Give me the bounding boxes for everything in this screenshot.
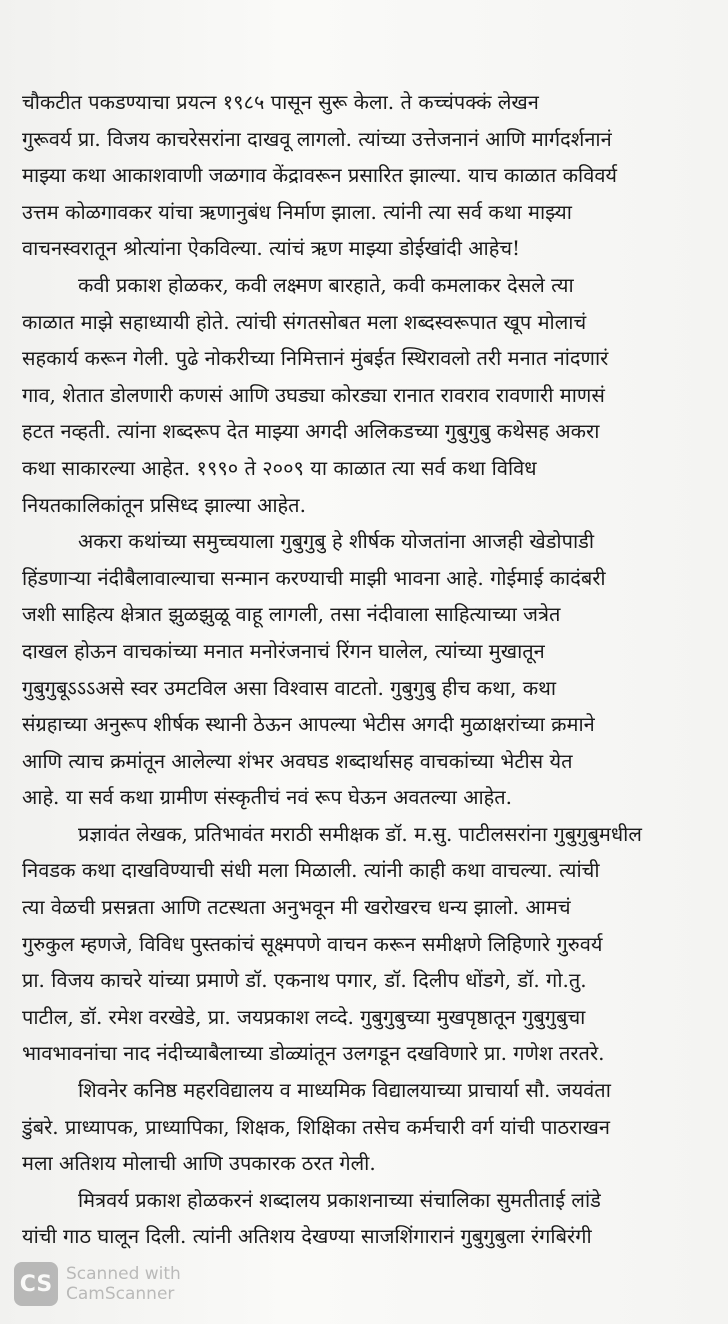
text-line: डुंबरे. प्राध्यापक, प्राध्यापिका, शिक्षक, शिक्षिका तसेच कर्मचारी वर्ग यांची पाठराखन	[22, 1114, 610, 1139]
text-line: माझ्या कथा आकाशवाणी जळगाव केंद्रावरून प्रसारित झाल्या. याच काळात कविवर्य	[22, 163, 618, 188]
text-line: गाव, शेतात डोलणारी कणसं आणि उघड्या कोरड्या रानात रावराव रावणारी माणसं	[22, 382, 605, 407]
text-line: सहकार्य करून गेली. पुढे नोकरीच्या निमित्तानं मुंबईत स्थिरावलो तरी मनात नांदणारं	[22, 346, 609, 371]
text-line: कथा साकारल्या आहेत. १९९० ते २००९ या काळात त्या सर्व कथा विविध	[22, 455, 537, 480]
text-line: संग्रहाच्या अनुरूप शीर्षक स्थानी ठेऊन आपल्या भेटीस अगदी मुळाक्षरांच्या क्रमाने	[22, 712, 595, 737]
text-line: जशी साहित्य क्षेत्रात झुळझुळू वाहू लागली, तसा नंदीवाला साहित्याच्या जत्रेत	[22, 602, 561, 627]
watermark-line1: Scanned with	[66, 1264, 181, 1284]
text-line: निवडक कथा दाखविण्याची संधी मला मिळाली. त्यांनी काही कथा वाचल्या. त्यांची	[22, 858, 600, 883]
text-line: हिंडणाऱ्या नंदीबैलावाल्याचा सन्मान करण्याची माझी भावना आहे. गोईमाई कादंबरी	[22, 565, 606, 590]
text-line: गुरुकुल म्हणजे, विविध पुस्तकांचं सूक्ष्मपणे वाचन करून समीक्षणे लिहिणारे गुरुवर्य	[22, 931, 603, 956]
text-line: गुरूवर्य प्रा. विजय काचरेसरांना दाखवू लागलो. त्यांच्या उत्तेजनानं आणि मार्गदर्शनानं	[22, 126, 612, 151]
text-line: आहे. या सर्व कथा ग्रामीण संस्कृतीचं नवं रूप घेऊन अवतल्या आहेत.	[22, 785, 513, 810]
camscanner-watermark	[14, 1262, 181, 1306]
text-line: वाचनस्वरातून श्रोत्यांना ऐकविल्या. त्यांचं ऋण माझ्या डोईखांदी आहेच!	[22, 236, 521, 261]
text-line: भावभावनांचा नाद नंदीच्याबैलाच्या डोळ्यांतून उलगडून दखविणारे प्रा. गणेश तरतरे.	[22, 1041, 605, 1066]
text-line: उत्तम कोळगावकर यांचा ऋणानुबंध निर्माण झाला. त्यांनी त्या सर्व कथा माझ्या	[22, 199, 572, 224]
text-line: मला अतिशय मोलाची आणि उपकारक ठरत गेली.	[22, 1151, 376, 1176]
text-line: यांची गाठ घालून दिली. त्यांनी अतिशय देखण्या साजशिंगारानं गुबुगुबुला रंगबिरंगी	[22, 1224, 592, 1249]
text-line: प्रा. विजय काचरे यांच्या प्रमाणे डॉ. एकनाथ पगार, डॉ. दिलीप धोंडगे, डॉ. गो.तु.	[22, 968, 587, 993]
text-line: गुबुगुबूऽऽऽअसे स्वर उमटविल असा विश्वास वाटतो. गुबुगुबु हीच कथा, कथा	[22, 675, 557, 700]
text-line: दाखल होऊन वाचकांच्या मनात मनोरंजनाचं रिंगन घालेल, त्यांच्या मुखातून	[22, 638, 545, 663]
text-line: काळात माझे सहाध्यायी होते. त्यांची संगतसोबत मला शब्दस्वरूपात खूप मोलाचं	[22, 309, 587, 334]
paragraph-start-line: कवी प्रकाश होळकर, कवी लक्ष्मण बारहाते, कवी कमलाकर देसले त्या	[78, 272, 574, 297]
text-line: पाटील, डॉ. रमेश वरखेडे, प्रा. जयप्रकाश लव्दे. गुबुगुबुच्या मुखपृष्ठातून गुबुगुबुचा	[22, 1004, 586, 1029]
text-line: आणि त्याच क्रमांतून आलेल्या शंभर अवघड शब्दार्थासह वाचकांच्या भेटीस येत	[22, 748, 573, 773]
text-line: चौकटीत पकडण्याचा प्रयत्न १९८५ पासून सुरू केला. ते कच्चंपक्कं लेखन	[22, 90, 539, 114]
watermark-text	[66, 1264, 181, 1304]
paragraph-start-line: मित्रवर्य प्रकाश होळकरनं शब्दालय प्रकाशनाच्या संचालिका सुमतीताई लांडे	[78, 1187, 601, 1212]
body-text	[22, 84, 712, 1255]
text-line: नियतकालिकांतून प्रसिध्द झाल्या आहेत.	[22, 492, 306, 517]
paragraph-start-line: प्रज्ञावंत लेखक, प्रतिभावंत मराठी समीक्षक डॉ. म.सु. पाटीलसरांना गुबुगुबुमधील	[78, 821, 642, 846]
paragraph-start-line: अकरा कथांच्या समुच्चयाला गुबुगुबु हे शीर्षक योजतांना आजही खेडोपाडी	[78, 529, 595, 554]
text-line: हटत नव्हती. त्यांना शब्दरूप देत माझ्या अगदी अलिकडच्या गुबुगुबु कथेसह अकरा	[22, 419, 600, 444]
camscanner-logo-icon: CS	[14, 1262, 58, 1306]
text-line: त्या वेळची प्रसन्नता आणि तटस्थता अनुभवून मी खरोखरच धन्य झालो. आमचं	[22, 895, 571, 920]
watermark-line2: CamScanner	[66, 1284, 175, 1304]
paragraph-start-line: शिवनेर कनिष्ठ महरविद्यालय व माध्यमिक विद्यालयाच्या प्राचार्या सौ. जयवंता	[78, 1078, 611, 1103]
